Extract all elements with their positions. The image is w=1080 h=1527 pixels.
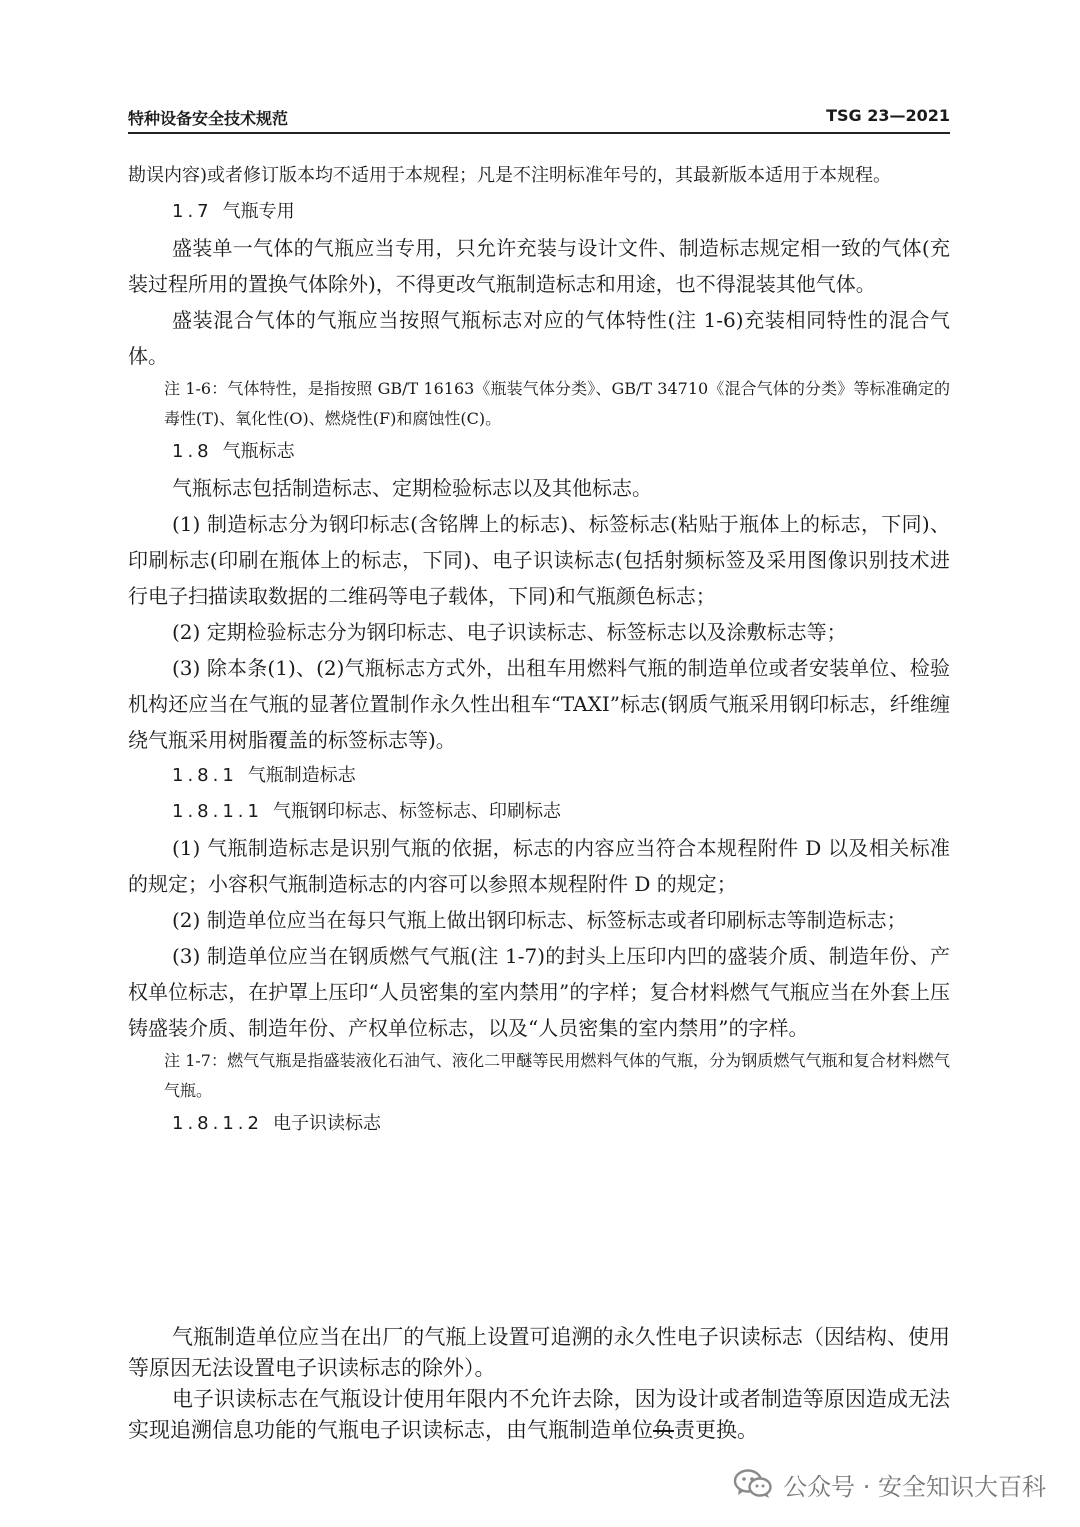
section-number: 1.8.1 [172, 765, 238, 786]
paragraph: 盛装单一气体的气瓶应当专用，只允许充装与设计文件、制造标志规定相一致的气体(充装过程所用的置换气体除外)，不得更改气瓶制造标志和用途，也不得混装其他气体。 [128, 236, 950, 296]
document-body [128, 158, 950, 1142]
header-standard-code: TSG 23—2021 [826, 106, 950, 125]
wechat-watermark [733, 1459, 1046, 1509]
paragraph: 盛装混合气体的气瓶应当按照气瓶标志对应的气体特性(注 1-6)充装相同特性的混合气体。 [128, 308, 950, 368]
section-title: 气瓶标志 [222, 441, 295, 462]
note-1-7: 注 1-7：燃气气瓶是指盛装液化石油气、液化二甲醚等民用燃料气体的气瓶，分为钢质燃气气瓶和复合材料燃气气瓶。 [164, 1051, 950, 1100]
section-title: 电子识读标志 [272, 1113, 381, 1134]
section-title: 气瓶钢印标志、标签标志、印刷标志 [272, 801, 561, 822]
section-heading-1-8 [128, 434, 950, 470]
list-item: (1) 气瓶制造标志是识别气瓶的依据，标志的内容应当符合本规程附件 D 以及相关标准的规定；小容积气瓶制造标志的内容可以参照本规程附件 D 的规定； [128, 836, 950, 896]
list-item: (2) 定期检验标志分为钢印标志、电子识读标志、标签标志以及涂敷标志等； [172, 620, 847, 644]
wechat-icon [733, 1468, 773, 1500]
paragraph: 气瓶标志包括制造标志、定期检验标志以及其他标志。 [172, 476, 652, 500]
list-item: (2) 制造单位应当在每只气瓶上做出钢印标志、标签标志或者印刷标志等制造标志； [172, 908, 907, 932]
header-title: 特种设备安全技术规范 [128, 109, 289, 128]
pasted-text-block [128, 1322, 950, 1446]
list-item: (1) 制造标志分为钢印标志(含铭牌上的标志)、标签标志(粘贴于瓶体上的标志，下同)、印刷标志(印刷在瓶体上的标志，下同)、电子识读标志(包括射频标签及采用图像识别技术进行电子扫描读取数据的二维码等电子载体，下同)和气瓶颜色标志； [128, 512, 950, 608]
watermark-text: 公众号 · 安全知识大百科 [783, 1472, 1046, 1501]
section-number: 1.7 [172, 201, 213, 222]
section-heading-1-8-1 [128, 758, 950, 794]
paragraph-text: 电子识读标志在气瓶设计使用年限内不允许去除，因为设计或者制造等原因造成无法实现追溯信息功能的气瓶电子识读标志，由气瓶制造单位 [128, 1387, 950, 1442]
paragraph-text-end: 责更换。 [674, 1418, 758, 1442]
struck-character: 负 [653, 1418, 674, 1442]
section-heading-1-8-1-1 [128, 794, 950, 830]
running-header [128, 104, 950, 134]
section-number: 1.8.1.2 [172, 1113, 263, 1134]
list-item: (3) 制造单位应当在钢质燃气气瓶(注 1-7)的封头上压印内凹的盛装介质、制造年份、产权单位标志，在护罩上压印“人员密集的室内禁用”的字样；复合材料燃气气瓶应当在外套上压铸盛装介质、制造年份、产权单位标志，以及“人员密集的室内禁用”的字样。 [128, 944, 950, 1040]
section-heading-1-7 [128, 194, 950, 230]
note-1-6: 注 1-6：气体特性，是指按照 GB/T 16163《瓶装气体分类》、GB/T 34710《混合气体的分类》等标准确定的毒性(T)、氧化性(O)、燃烧性(F)和腐蚀性(C)。 [164, 379, 950, 428]
section-heading-1-8-1-2 [128, 1106, 950, 1142]
paragraph-continuation: 勘误内容)或者修订版本均不适用于本规程；凡是不注明标准年号的，其最新版本适用于本规程。 [128, 165, 892, 186]
list-item: (3) 除本条(1)、(2)气瓶标志方式外，出租车用燃料气瓶的制造单位或者安装单位、检验机构还应当在气瓶的显著位置制作永久性出租车“TAXI”标志(钢质气瓶采用钢印标志，纤维缠绕气瓶采用树脂覆盖的标签标志等)。 [128, 656, 950, 752]
paragraph: 气瓶制造单位应当在出厂的气瓶上设置可追溯的永久性电子识读标志（因结构、使用等原因无法设置电子识读标志的除外）。 [128, 1325, 950, 1380]
paragraph [128, 1384, 950, 1446]
section-title: 气瓶制造标志 [247, 765, 356, 786]
section-title: 气瓶专用 [222, 201, 295, 222]
section-number: 1.8 [172, 441, 213, 462]
section-number: 1.8.1.1 [172, 801, 263, 822]
